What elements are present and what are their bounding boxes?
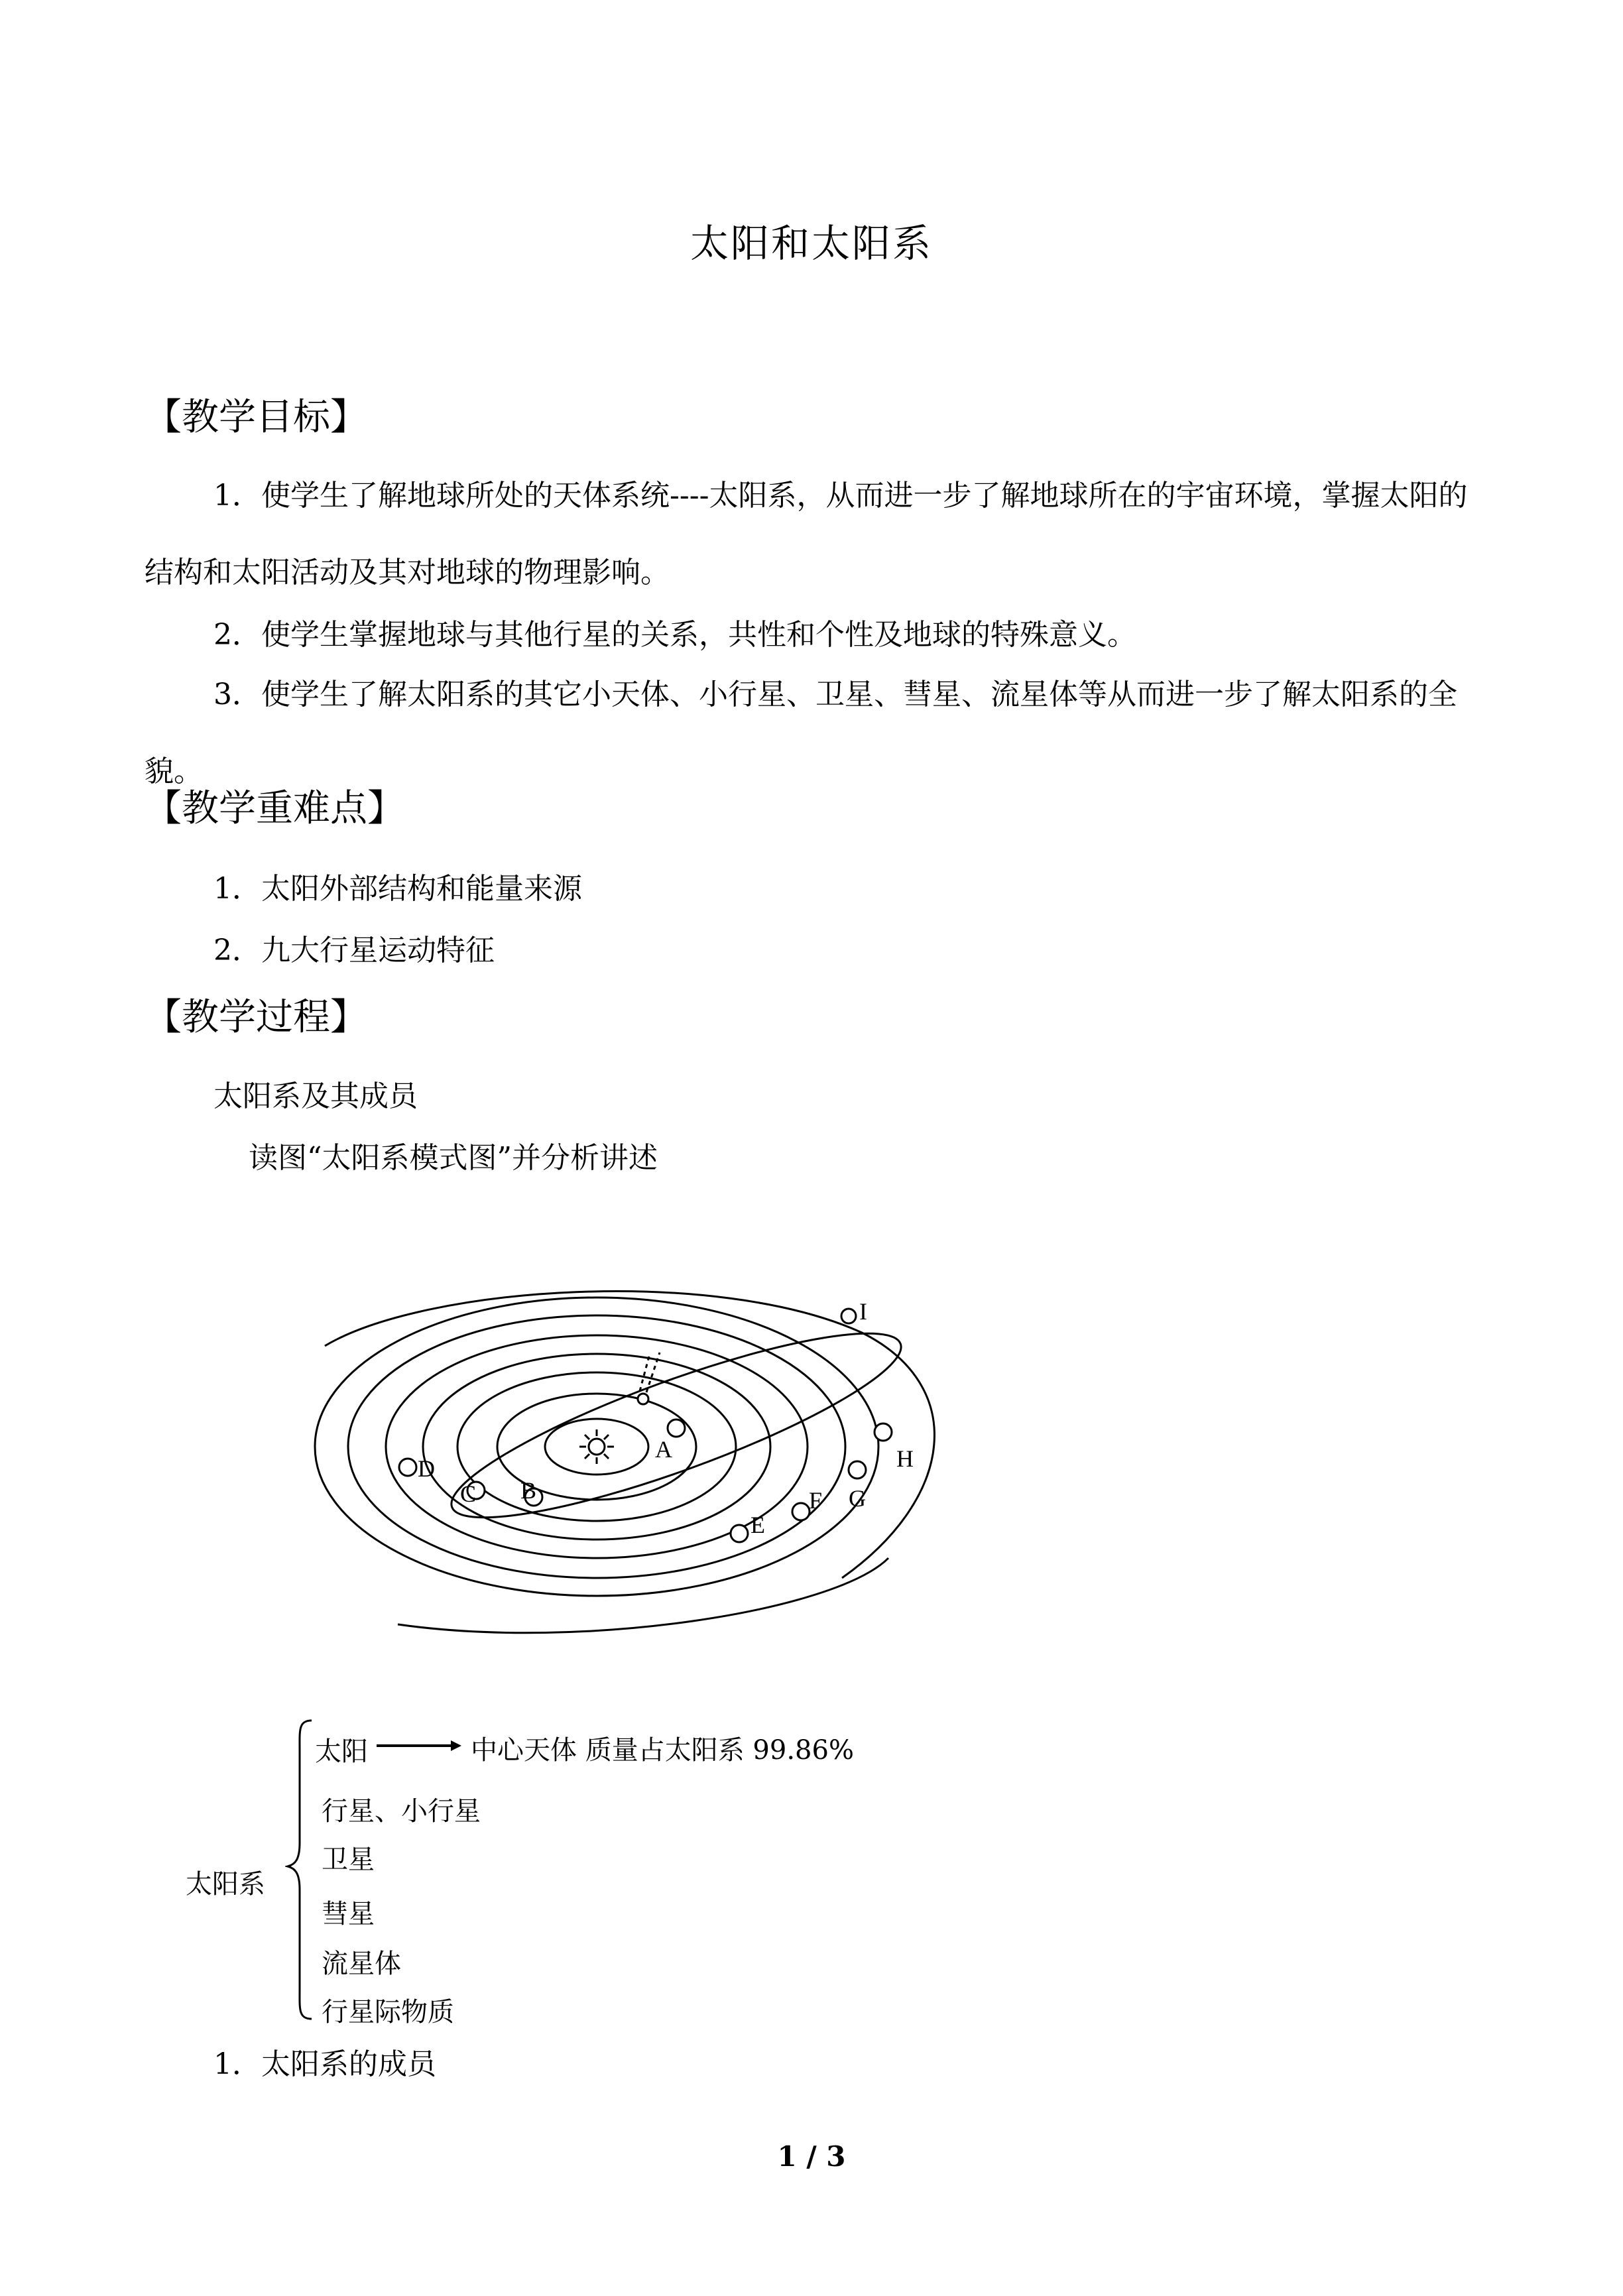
planet-label-e: E bbox=[751, 1512, 765, 1538]
planet-label-f: F bbox=[809, 1487, 823, 1514]
tree-sun: 太阳 bbox=[315, 1736, 368, 1767]
keypoint-1: 1．太阳外部结构和能量来源 bbox=[213, 872, 582, 906]
tree-sun-desc: 中心天体 质量占太阳系 99.86% bbox=[471, 1735, 854, 1766]
tree-member-satellites: 卫星 bbox=[322, 1844, 375, 1875]
page-title: 太阳和太阳系 bbox=[690, 221, 933, 266]
tree-member-comets: 彗星 bbox=[322, 1899, 375, 1929]
tree-member-meteoroids: 流星体 bbox=[322, 1949, 401, 1979]
section-heading-keypoints: 【教学重难点】 bbox=[145, 787, 404, 830]
orbit-h-lower bbox=[398, 1558, 888, 1633]
section-heading-process: 【教学过程】 bbox=[145, 996, 367, 1039]
planet-a bbox=[668, 1420, 685, 1437]
goal-3-text: 3．使学生了解太阳系的其它小天体、小行星、卫星、彗星、流星体等从而进一步了解太阳系的全貌。 bbox=[145, 678, 1457, 788]
process-instruction: 读图“太阳系模式图”并分析讲述 bbox=[249, 1141, 658, 1175]
planet-label-h: H bbox=[896, 1445, 914, 1472]
planet-i bbox=[841, 1309, 856, 1323]
solar-system-diagram bbox=[305, 1280, 981, 1651]
planet-e bbox=[731, 1525, 748, 1542]
planet-label-g: G bbox=[849, 1485, 866, 1512]
section-heading-goals: 【教学目标】 bbox=[145, 396, 367, 439]
section-1-title: 1．太阳系的成员 bbox=[213, 2047, 436, 2081]
page-number: 1 / 3 bbox=[777, 2140, 846, 2173]
goal-1 bbox=[145, 457, 1477, 611]
planet-h bbox=[874, 1423, 892, 1441]
planet-label-b: B bbox=[520, 1477, 537, 1504]
process-subtitle: 太阳系及其成员 bbox=[213, 1079, 418, 1113]
planet-label-a: A bbox=[655, 1436, 672, 1463]
goal-2-text: 2．使学生掌握地球与其他行星的关系，共性和个性及地球的特殊意义。 bbox=[213, 618, 1136, 652]
arrow-right-icon bbox=[377, 1736, 463, 1756]
planet-g bbox=[849, 1461, 866, 1479]
comet-icon bbox=[638, 1394, 648, 1404]
tree-member-planets: 行星、小行星 bbox=[322, 1796, 481, 1827]
tree-member-interplanetary: 行星际物质 bbox=[322, 1997, 454, 2027]
planet-label-i: I bbox=[859, 1298, 867, 1325]
comet-tail-2 bbox=[640, 1354, 650, 1391]
keypoint-2: 2．九大行星运动特征 bbox=[213, 934, 495, 967]
planet-f bbox=[792, 1503, 810, 1520]
planet-label-d: D bbox=[418, 1455, 435, 1482]
sun-icon bbox=[579, 1429, 614, 1464]
tree-root: 太阳系 bbox=[186, 1869, 265, 1900]
planet-d bbox=[399, 1459, 416, 1476]
planet-label-c: C bbox=[460, 1480, 477, 1507]
goal-1-text: 1．使学生了解地球所处的天体系统----太阳系，从而进一步了解地球所在的宇宙环境，掌握太阳的结构和太阳活动及其对地球的物理影响。 bbox=[145, 479, 1468, 589]
